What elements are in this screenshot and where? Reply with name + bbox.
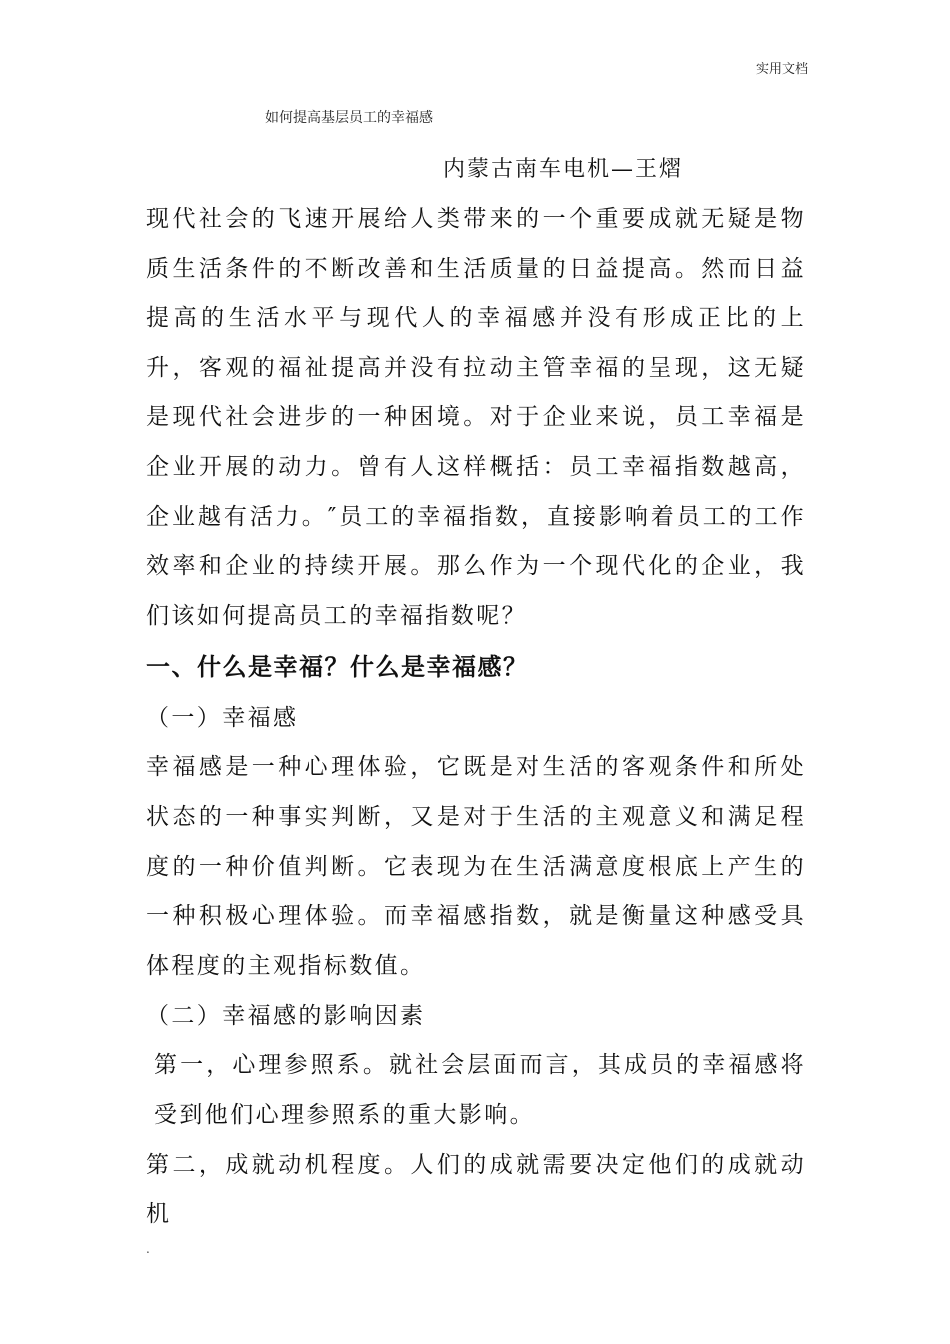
section-heading-1: 一、什么是幸福？什么是幸福感？: [146, 653, 529, 682]
footer-mark: .: [146, 1242, 150, 1256]
factor-paragraph-1: 第一，心理参照系。就社会层面而言，其成员的幸福感将受到他们心理参照系的重大影响。: [154, 1052, 806, 1128]
subsection-heading-1: （一）幸福感: [146, 705, 299, 732]
factor-paragraph-2: 第二，成就动机程度。人们的成就需要决定他们的成就动机: [146, 1151, 806, 1228]
document-body: [146, 195, 806, 1240]
header-label: 实用文档: [755, 62, 808, 77]
intro-paragraph: 现代社会的飞速开展给人类带来的一个重要成就无疑是物质生活条件的不断改善和生活质量的日益提高。然而日益提高的生活水平与现代人的幸福感并没有形成正比的上升，客观的福祉提高并没有拉动主管幸福的呈现，这无疑是现代社会进步的一种困境。对于企业来说，员工幸福是企业开展的动力。曾有人这样概括：员工幸福指数越高，企业越有活力。″员工的幸福指数，直接影响着员工的工作效率和企业的持续开展。那么作为一个现代化的企业，我们该如何提高员工的幸福指数呢？: [146, 206, 806, 629]
document-subject: 如何提高基层员工的幸福感: [265, 110, 433, 126]
subsection-heading-2: （二）幸福感的影响因素: [146, 1003, 426, 1030]
document-byline: 内蒙古南车电机—王熠: [443, 157, 684, 182]
happiness-definition-paragraph: 幸福感是一种心理体验，它既是对生活的客观条件和所处状态的一种事实判断，又是对于生活的主观意义和满足程度的一种价值判断。它表现为在生活满意度根底上产生的一种积极心理体验。而幸福感指数，就是衡量这种感受具体程度的主观指标数值。: [146, 754, 806, 979]
